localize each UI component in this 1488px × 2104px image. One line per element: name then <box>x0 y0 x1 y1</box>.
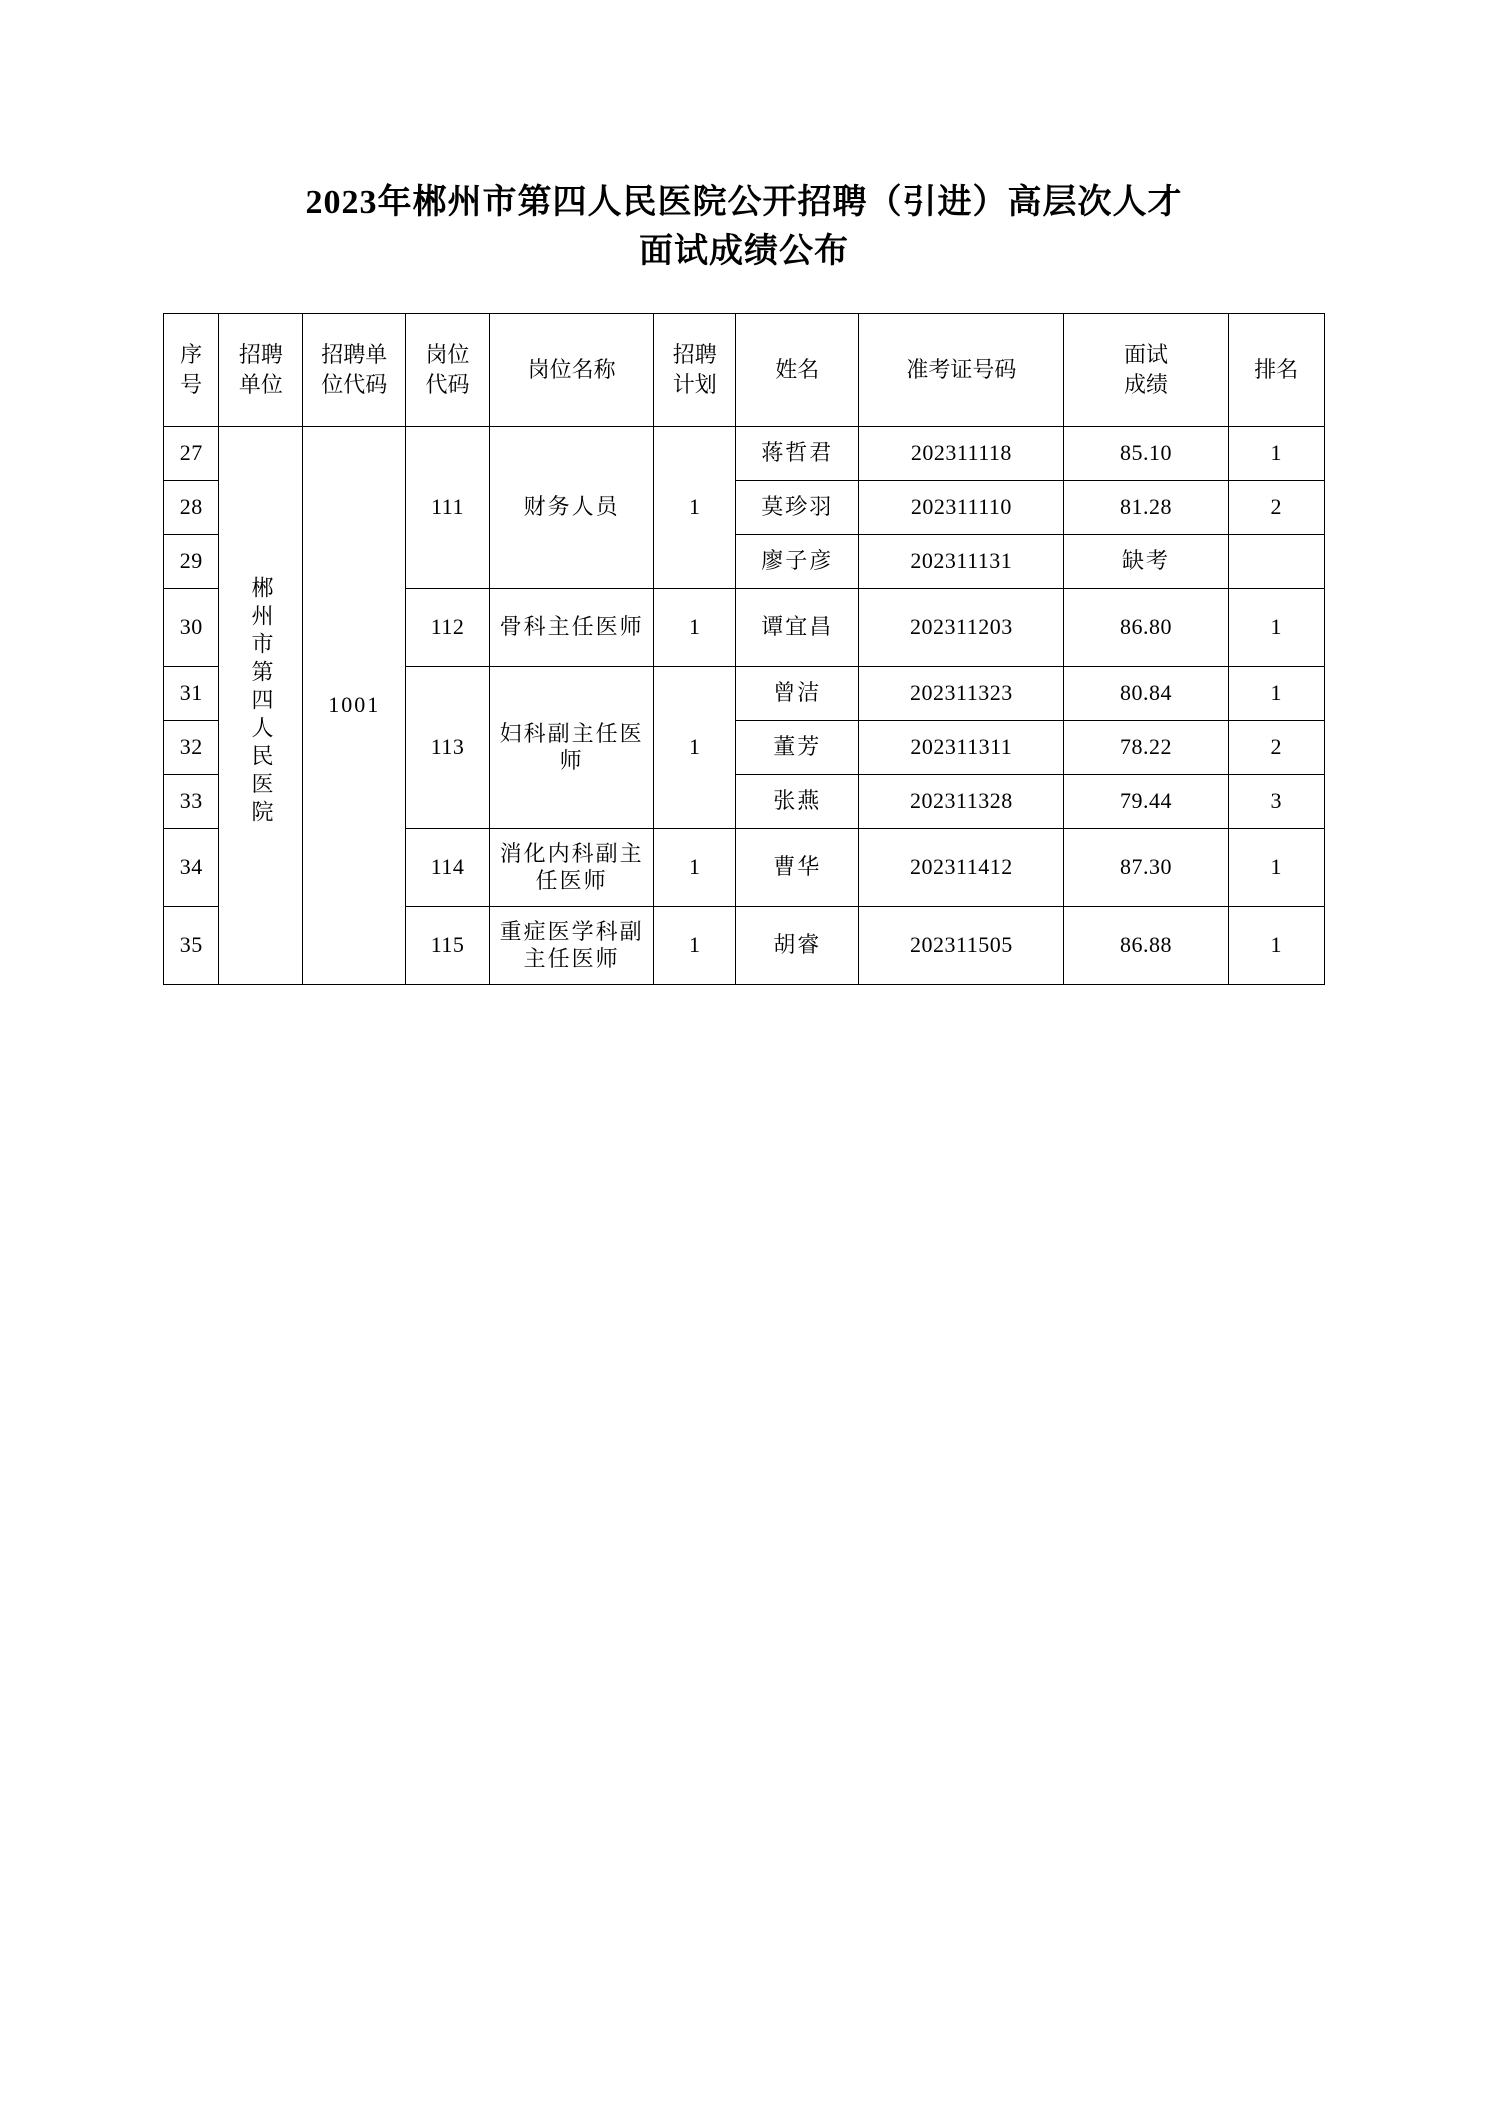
cell-seq: 35 <box>164 906 219 984</box>
cell-ticket: 202311328 <box>859 774 1064 828</box>
cell-score: 81.28 <box>1064 480 1228 534</box>
cell-plan: 1 <box>654 426 736 588</box>
cell-rank: 2 <box>1228 480 1324 534</box>
cell-rank: 1 <box>1228 828 1324 906</box>
cell-job-name: 骨科主任医师 <box>490 588 654 666</box>
cell-ticket: 202311203 <box>859 588 1064 666</box>
cell-seq: 31 <box>164 666 219 720</box>
cell-score: 78.22 <box>1064 720 1228 774</box>
cell-name: 莫珍羽 <box>736 480 859 534</box>
cell-unit-code: 1001 <box>303 426 406 984</box>
table-header-row <box>164 313 1325 426</box>
header-rank: 排名 <box>1228 313 1324 426</box>
header-seq: 序 号 <box>164 313 219 426</box>
cell-unit-name: 郴州市第四人民医院 <box>219 426 303 984</box>
cell-job-code: 112 <box>406 588 490 666</box>
cell-name: 廖子彦 <box>736 534 859 588</box>
header-job-code: 岗位 代码 <box>406 313 490 426</box>
cell-plan: 1 <box>654 906 736 984</box>
cell-name: 张燕 <box>736 774 859 828</box>
title-line-1: 2023年郴州市第四人民医院公开招聘（引进）高层次人才 <box>305 184 1183 221</box>
cell-rank: 2 <box>1228 720 1324 774</box>
cell-ticket: 202311110 <box>859 480 1064 534</box>
cell-name: 胡睿 <box>736 906 859 984</box>
header-ticket: 准考证号码 <box>859 313 1064 426</box>
title-line-2: 面试成绩公布 <box>639 233 849 271</box>
cell-rank <box>1228 534 1324 588</box>
cell-score: 79.44 <box>1064 774 1228 828</box>
cell-job-name: 财务人员 <box>490 426 654 588</box>
header-score: 面试 成绩 <box>1064 313 1228 426</box>
cell-seq: 32 <box>164 720 219 774</box>
cell-rank: 1 <box>1228 906 1324 984</box>
cell-seq: 30 <box>164 588 219 666</box>
header-job-name: 岗位名称 <box>490 313 654 426</box>
cell-ticket: 202311311 <box>859 720 1064 774</box>
cell-ticket: 202311412 <box>859 828 1064 906</box>
cell-score: 85.10 <box>1064 426 1228 480</box>
cell-score: 缺考 <box>1064 534 1228 588</box>
cell-score: 86.88 <box>1064 906 1228 984</box>
cell-job-name: 妇科副主任医师 <box>490 666 654 828</box>
results-table <box>163 313 1325 985</box>
cell-seq: 34 <box>164 828 219 906</box>
header-plan: 招聘 计划 <box>654 313 736 426</box>
cell-plan: 1 <box>654 666 736 828</box>
cell-seq: 27 <box>164 426 219 480</box>
cell-ticket: 202311118 <box>859 426 1064 480</box>
table-row <box>164 426 1325 480</box>
cell-name: 董芳 <box>736 720 859 774</box>
header-unit-code: 招聘单 位代码 <box>303 313 406 426</box>
cell-job-code: 114 <box>406 828 490 906</box>
cell-name: 蒋哲君 <box>736 426 859 480</box>
cell-name: 谭宜昌 <box>736 588 859 666</box>
cell-rank: 1 <box>1228 666 1324 720</box>
cell-job-name: 消化内科副主任医师 <box>490 828 654 906</box>
cell-ticket: 202311505 <box>859 906 1064 984</box>
cell-seq: 33 <box>164 774 219 828</box>
results-table-container <box>163 313 1325 985</box>
cell-ticket: 202311323 <box>859 666 1064 720</box>
cell-rank: 3 <box>1228 774 1324 828</box>
cell-name: 曾洁 <box>736 666 859 720</box>
cell-rank: 1 <box>1228 588 1324 666</box>
cell-plan: 1 <box>654 588 736 666</box>
cell-rank: 1 <box>1228 426 1324 480</box>
cell-plan: 1 <box>654 828 736 906</box>
header-unit: 招聘 单位 <box>219 313 303 426</box>
cell-seq: 28 <box>164 480 219 534</box>
document-title <box>0 0 1488 277</box>
cell-score: 86.80 <box>1064 588 1228 666</box>
cell-job-code: 113 <box>406 666 490 828</box>
cell-score: 80.84 <box>1064 666 1228 720</box>
cell-seq: 29 <box>164 534 219 588</box>
cell-score: 87.30 <box>1064 828 1228 906</box>
cell-job-code: 111 <box>406 426 490 588</box>
cell-job-code: 115 <box>406 906 490 984</box>
cell-ticket: 202311131 <box>859 534 1064 588</box>
header-name: 姓名 <box>736 313 859 426</box>
cell-name: 曹华 <box>736 828 859 906</box>
cell-job-name: 重症医学科副主任医师 <box>490 906 654 984</box>
